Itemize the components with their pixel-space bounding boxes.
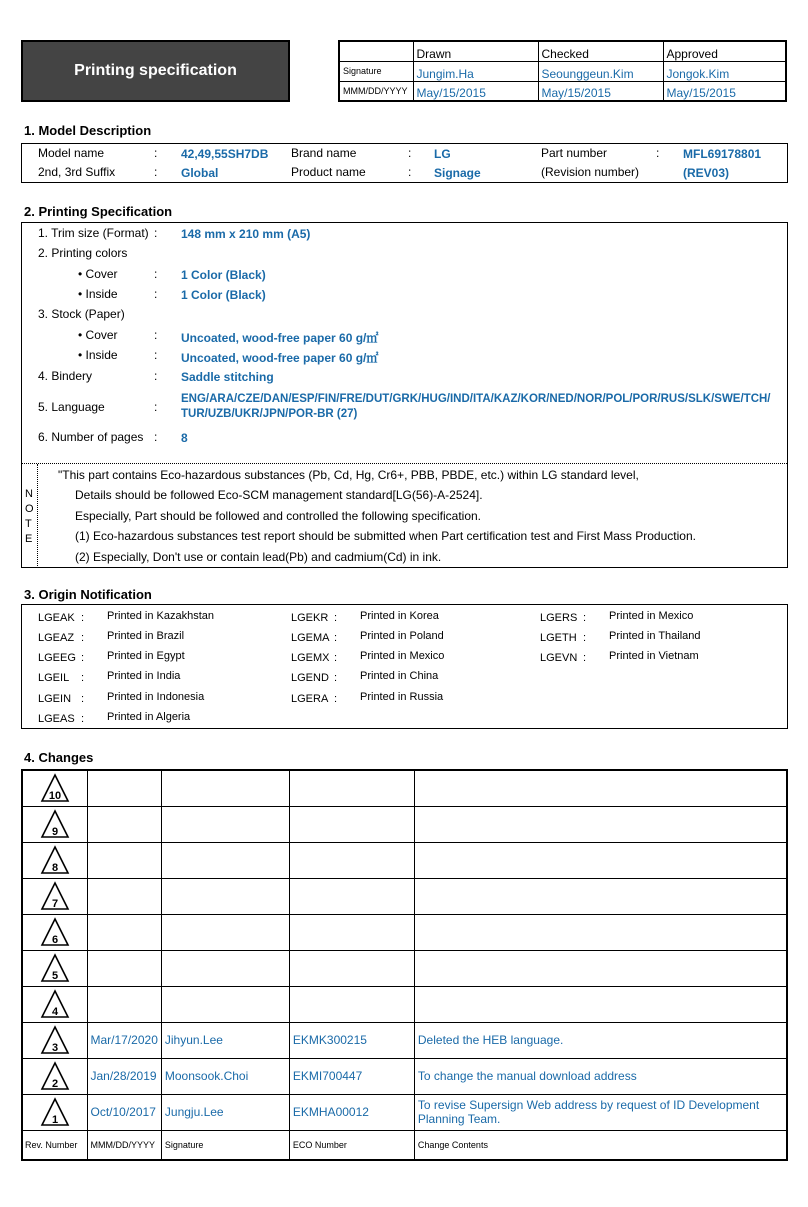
revision-triangle-icon	[40, 989, 70, 1019]
rev-number: 2	[51, 1078, 58, 1090]
product-name-label: Product name	[291, 165, 366, 179]
colon: :	[154, 226, 158, 240]
note-letter: N	[25, 488, 33, 500]
colon: :	[583, 632, 587, 644]
language-value-line1: ENG/ARA/CZE/DAN/ESP/FIN/FRE/DUT/GRK/HUG/IND/ITA/KAZ/KOR/NED/NOR/POL/POR/RUS/SLK/SWE/TCH/	[181, 393, 771, 405]
origin-text: Printed in Vietnam	[609, 650, 699, 662]
change-eco-number: EKMI700447	[289, 1058, 414, 1094]
suffix-label: 2nd, 3rd Suffix	[38, 165, 116, 179]
date-header: MMM/DD/YYYY	[87, 1130, 161, 1160]
colon: :	[583, 652, 587, 664]
revision-triangle-icon	[40, 953, 70, 983]
colon: :	[81, 612, 85, 624]
rev-number: 3	[51, 1042, 58, 1054]
origin-text: Printed in Poland	[360, 630, 444, 642]
origin-text: Printed in Egypt	[107, 650, 185, 662]
change-date: Oct/10/2017	[87, 1094, 161, 1130]
change-row	[22, 914, 787, 950]
change-signature: Jungju.Lee	[161, 1094, 289, 1130]
rev-number: 4	[51, 1006, 58, 1018]
language-value-line2: TUR/UZB/UKR/JPN/POR-BR (27)	[181, 408, 358, 420]
change-date	[87, 806, 161, 842]
colon: :	[408, 146, 412, 160]
product-name-value: Signage	[434, 166, 481, 180]
revision-value: (REV03)	[683, 166, 730, 180]
note-letter: O	[25, 503, 34, 515]
change-date	[87, 914, 161, 950]
rev-number: 9	[51, 826, 58, 838]
change-date	[87, 770, 161, 806]
colon: :	[334, 652, 338, 664]
approved-signature: Jongok.Kim	[663, 61, 786, 81]
change-eco-number	[289, 770, 414, 806]
change-eco-number	[289, 986, 414, 1022]
colon: :	[408, 165, 412, 179]
revision-triangle-icon	[40, 1025, 70, 1055]
change-date	[87, 986, 161, 1022]
changes-footer-row	[22, 1130, 787, 1160]
note-letter: T	[25, 518, 32, 530]
colon: :	[154, 267, 158, 281]
bindery-label: 4. Bindery	[38, 369, 93, 383]
change-contents-header: Change Contents	[414, 1130, 787, 1160]
colon: :	[154, 430, 158, 444]
drawn-signature: Jungim.Ha	[413, 61, 538, 81]
change-signature	[161, 878, 289, 914]
origin-text: Printed in Kazakhstan	[107, 610, 215, 622]
colon: :	[334, 672, 338, 684]
rev-cell	[22, 770, 87, 806]
origin-text: Printed in Mexico	[360, 650, 445, 662]
change-eco-number: EKMK300215	[289, 1022, 414, 1058]
origin-text: Printed in Algeria	[107, 711, 191, 723]
origin-code: LGERS	[540, 612, 578, 624]
origin-code: LGEIL	[38, 672, 70, 684]
colon: :	[656, 146, 660, 160]
change-content	[414, 950, 787, 986]
change-row	[22, 986, 787, 1022]
change-signature	[161, 914, 289, 950]
colon: :	[154, 165, 158, 179]
change-signature: Moonsook.Choi	[161, 1058, 289, 1094]
change-content	[414, 842, 787, 878]
date-label: MMM/DD/YYYY	[339, 81, 413, 101]
change-eco-number	[289, 842, 414, 878]
rev-cell	[22, 1058, 87, 1094]
change-signature	[161, 770, 289, 806]
note-line-2: Details should be followed Eco-SCM management standard[LG(56)-A-2524].	[75, 488, 483, 502]
colon: :	[334, 612, 338, 624]
change-signature	[161, 986, 289, 1022]
trim-size-label: 1. Trim size (Format)	[38, 226, 149, 240]
colon: :	[583, 612, 587, 624]
note-line-1: "This part contains Eco-hazardous substances (Pb, Cd, Hg, Cr6+, PBB, PBDE, etc.) within LG standard level,	[58, 468, 639, 482]
bindery-value: Saddle stitching	[181, 370, 274, 384]
change-row	[22, 1058, 787, 1094]
change-signature: Jihyun.Lee	[161, 1022, 289, 1058]
rev-number: 6	[51, 934, 58, 946]
trim-size-value: 148 mm x 210 mm (A5)	[181, 227, 311, 241]
note-divider	[22, 463, 787, 464]
note-sidebar	[22, 464, 38, 568]
revision-triangle-icon	[40, 917, 70, 947]
colon: :	[81, 713, 85, 725]
origin-code: LGEMA	[291, 632, 330, 644]
change-content	[414, 878, 787, 914]
note-line-3: Especially, Part should be followed and controlled the following specification.	[75, 509, 482, 523]
change-eco-number	[289, 878, 414, 914]
suffix-value: Global	[181, 166, 219, 180]
brand-name-value: LG	[434, 147, 451, 161]
stock-inside-label: • Inside	[78, 348, 118, 362]
change-row	[22, 770, 787, 806]
printing-colors-label: 2. Printing colors	[38, 246, 128, 260]
drawn-date: May/15/2015	[413, 81, 538, 101]
change-content: To change the manual download address	[414, 1058, 787, 1094]
change-signature	[161, 950, 289, 986]
colon: :	[334, 632, 338, 644]
note-line-5: (2) Especially, Don't use or contain lead(Pb) and cadmium(Cd) in ink.	[75, 550, 442, 564]
model-name-value: 42,49,55SH7DB	[181, 147, 269, 161]
colon: :	[81, 672, 85, 684]
origin-section-title: 3. Origin Notification	[24, 587, 152, 602]
rev-number: 8	[51, 862, 58, 874]
rev-number: 10	[48, 790, 61, 803]
colon: :	[81, 652, 85, 664]
rev-cell	[22, 806, 87, 842]
origin-code: LGEND	[291, 672, 329, 684]
revision-label: (Revision number)	[541, 165, 640, 179]
changes-table	[21, 769, 788, 1161]
origin-code: LGETH	[540, 632, 577, 644]
model-description-box	[21, 143, 788, 183]
revision-triangle-icon	[40, 845, 70, 875]
change-eco-number	[289, 914, 414, 950]
change-signature	[161, 806, 289, 842]
brand-name-label: Brand name	[291, 146, 357, 160]
revision-triangle-icon	[40, 1061, 70, 1091]
colon: :	[81, 632, 85, 644]
approval-header-drawn: Drawn	[413, 41, 538, 61]
change-row	[22, 842, 787, 878]
part-number-label: Part number	[541, 146, 608, 160]
revision-triangle-icon	[40, 881, 70, 911]
checked-signature: Seounggeun.Kim	[538, 61, 663, 81]
change-date	[87, 878, 161, 914]
origin-code: LGEMX	[291, 652, 330, 664]
change-row	[22, 1022, 787, 1058]
origin-code: LGEIN	[38, 693, 72, 705]
checked-date: May/15/2015	[538, 81, 663, 101]
origin-code: LGEAS	[38, 713, 75, 725]
origin-text: Printed in Russia	[360, 691, 444, 703]
approval-table	[338, 40, 787, 102]
rev-number: 7	[51, 898, 58, 910]
colors-inside-value: 1 Color (Black)	[181, 288, 266, 302]
rev-cell	[22, 986, 87, 1022]
stock-cover-value: Uncoated, wood-free paper 60 g/㎡	[181, 331, 379, 345]
approval-corner	[339, 41, 413, 61]
changes-section-title: 4. Changes	[24, 750, 94, 765]
change-row	[22, 806, 787, 842]
approval-header-approved: Approved	[663, 41, 786, 61]
eco-number-header: ECO Number	[289, 1130, 414, 1160]
change-row	[22, 1094, 787, 1130]
stock-inside-value: Uncoated, wood-free paper 60 g/㎡	[181, 351, 379, 365]
origin-text: Printed in Brazil	[107, 630, 185, 642]
origin-code: LGEVN	[540, 652, 578, 664]
approval-header-checked: Checked	[538, 41, 663, 61]
revision-triangle-icon	[40, 1097, 70, 1127]
origin-code: LGERA	[291, 693, 329, 705]
language-label: 5. Language	[38, 400, 105, 414]
rev-cell	[22, 1094, 87, 1130]
approved-date: May/15/2015	[663, 81, 786, 101]
colon: :	[154, 328, 158, 342]
origin-code: LGEAK	[38, 612, 75, 624]
colon: :	[154, 369, 158, 383]
colon: :	[334, 693, 338, 705]
change-row	[22, 878, 787, 914]
change-content	[414, 914, 787, 950]
rev-cell	[22, 878, 87, 914]
pages-value: 8	[181, 431, 188, 445]
colors-inside-label: • Inside	[78, 287, 118, 301]
change-date: Mar/17/2020	[87, 1022, 161, 1058]
change-date: Jan/28/2019	[87, 1058, 161, 1094]
change-content: To revise Supersign Web address by request of ID Development Planning Team.	[414, 1094, 787, 1130]
signature-label: Signature	[339, 61, 413, 81]
change-content: Deleted the HEB language.	[414, 1022, 787, 1058]
part-number-value: MFL69178801	[683, 147, 762, 161]
change-signature	[161, 842, 289, 878]
origin-text: Printed in India	[107, 670, 181, 682]
rev-number: 5	[51, 970, 58, 982]
origin-text: Printed in Korea	[360, 610, 439, 622]
revision-triangle-icon	[40, 773, 70, 803]
printing-spec-box	[21, 222, 788, 568]
rev-cell	[22, 950, 87, 986]
change-row	[22, 950, 787, 986]
origin-text: Printed in Thailand	[609, 630, 701, 642]
change-eco-number	[289, 950, 414, 986]
spec-section-title: 2. Printing Specification	[24, 204, 173, 219]
page-title: Printing specification	[21, 40, 290, 102]
colon: :	[154, 348, 158, 362]
origin-text: Printed in Indonesia	[107, 691, 205, 703]
rev-cell	[22, 914, 87, 950]
revision-triangle-icon	[40, 809, 70, 839]
rev-cell	[22, 842, 87, 878]
colon: :	[81, 693, 85, 705]
origin-notification-box	[21, 604, 788, 729]
change-eco-number	[289, 806, 414, 842]
note-line-4: (1) Eco-hazardous substances test report should be submitted when Part certification test and First Mass Production.	[75, 529, 696, 543]
origin-text: Printed in China	[360, 670, 439, 682]
change-date	[87, 842, 161, 878]
colors-cover-label: • Cover	[78, 267, 118, 281]
origin-text: Printed in Mexico	[609, 610, 694, 622]
origin-code: LGEKR	[291, 612, 329, 624]
rev-number: 1	[51, 1114, 58, 1126]
colon: :	[154, 287, 158, 301]
origin-code: LGEEG	[38, 652, 76, 664]
change-content	[414, 986, 787, 1022]
colon: :	[154, 146, 158, 160]
change-content	[414, 806, 787, 842]
colon: :	[154, 400, 158, 414]
origin-code: LGEAZ	[38, 632, 75, 644]
note-letter: E	[25, 533, 33, 545]
model-section-title: 1. Model Description	[24, 123, 152, 138]
change-content	[414, 770, 787, 806]
change-date	[87, 950, 161, 986]
rev-cell	[22, 1022, 87, 1058]
pages-label: 6. Number of pages	[38, 430, 144, 444]
change-eco-number: EKMHA00012	[289, 1094, 414, 1130]
signature-header: Signature	[161, 1130, 289, 1160]
stock-label: 3. Stock (Paper)	[38, 307, 125, 321]
model-name-label: Model name	[38, 146, 105, 160]
stock-cover-label: • Cover	[78, 328, 118, 342]
rev-number-header: Rev. Number	[22, 1130, 87, 1160]
colors-cover-value: 1 Color (Black)	[181, 268, 266, 282]
